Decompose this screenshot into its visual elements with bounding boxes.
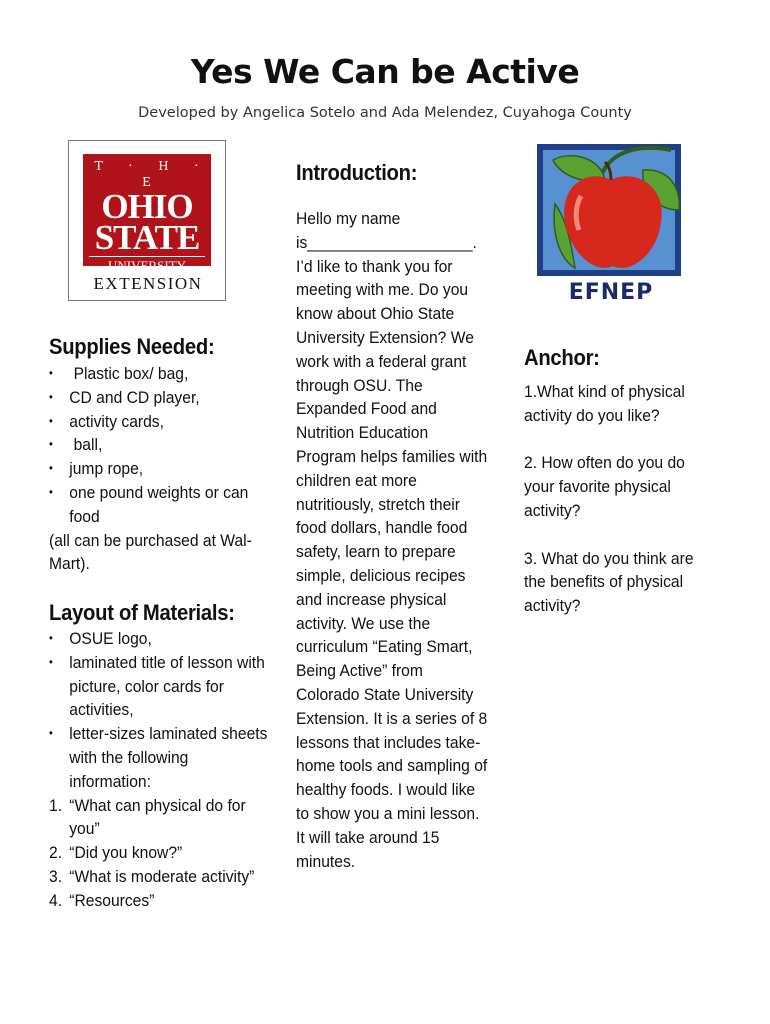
layout-section bbox=[49, 600, 251, 626]
osu-logo-state: STATE bbox=[94, 218, 200, 257]
supplies-item: • CD and CD player, bbox=[49, 386, 261, 410]
layout-item: • OSUE logo, bbox=[49, 627, 270, 651]
supplies-section bbox=[49, 334, 229, 360]
anchor-section bbox=[524, 345, 606, 371]
supplies-list bbox=[49, 362, 261, 529]
introduction-section bbox=[296, 160, 428, 186]
efnep-logo-text: EFNEP bbox=[568, 280, 654, 305]
supplies-item: • Plastic box/ bag, bbox=[49, 362, 261, 386]
anchor-questions bbox=[524, 380, 724, 642]
layout-numbered-item: 3. “What is moderate activity” bbox=[49, 866, 255, 886]
layout-numbered-item: 4. “Resources” bbox=[49, 890, 155, 910]
document-title: Yes We Can be Active bbox=[190, 52, 580, 91]
supplies-note: (all can be purchased at Wal-Mart). bbox=[49, 530, 252, 574]
anchor-heading: Anchor: bbox=[524, 345, 600, 370]
layout-item: • laminated title of lesson with picture, color cards for activities, bbox=[49, 651, 270, 722]
layout-heading: Layout of Materials: bbox=[49, 600, 235, 625]
supplies-content bbox=[49, 362, 261, 576]
layout-numbered-item: 1. “What can physical do for you” bbox=[49, 795, 246, 839]
introduction-body: Hello my name is___________________. I’d like to thank you for meeting with me. Do you know about Ohio State University Extension? We work with a federal grant through OSU. The Expanded Food and Nutrition Education Program helps families with children eat more nutritiously, stretch their food dollars, handle food safety, learn to prepare simple, delicious recipes and increase physical activity. We use the curriculum “Eating Smart, Being Active” from Colorado State University Extension. It is a series of 8 lessons that includes take-home tools and sampling of healthy foods. I would like to show you a mini lesson. It will take around 15 minutes. bbox=[296, 209, 488, 871]
osu-logo-block bbox=[83, 154, 211, 273]
efnep-logo bbox=[531, 140, 691, 310]
introduction-body-container bbox=[296, 207, 506, 873]
anchor-question: 2. How often do you do your favorite physical activity? bbox=[524, 453, 685, 520]
supplies-list-container bbox=[49, 362, 279, 576]
anchor-question: 3. What do you think are the benefits of physical activity? bbox=[524, 548, 694, 616]
document-subtitle: Developed by Angelica Sotelo and Ada Melendez, Cuyahoga County bbox=[138, 105, 632, 121]
layout-numbered-list bbox=[49, 794, 270, 913]
layout-content bbox=[49, 627, 270, 913]
layout-item: • letter-sizes laminated sheets with the following information: bbox=[49, 722, 270, 793]
supplies-item: • one pound weights or can food bbox=[49, 481, 261, 529]
osu-logo-extension: EXTENSION bbox=[93, 274, 203, 293]
osu-logo-the: T · H · E bbox=[94, 159, 210, 190]
layout-list-container bbox=[49, 627, 289, 913]
supplies-heading: Supplies Needed: bbox=[49, 334, 215, 359]
layout-numbered-item: 2. “Did you know?” bbox=[49, 843, 183, 863]
supplies-item: • ball, bbox=[49, 433, 261, 457]
apple-icon bbox=[531, 140, 691, 280]
osu-extension-logo bbox=[68, 140, 226, 301]
anchor-content bbox=[524, 380, 708, 618]
supplies-item: • activity cards, bbox=[49, 410, 261, 434]
layout-list bbox=[49, 627, 270, 794]
anchor-question: 1.What kind of physical activity do you like? bbox=[524, 382, 685, 425]
osu-logo-university: UNIVERSITY bbox=[89, 256, 205, 274]
supplies-item: • jump rope, bbox=[49, 457, 261, 481]
osu-logo-ohio: OHIO bbox=[101, 187, 193, 226]
introduction-heading: Introduction: bbox=[296, 160, 418, 185]
